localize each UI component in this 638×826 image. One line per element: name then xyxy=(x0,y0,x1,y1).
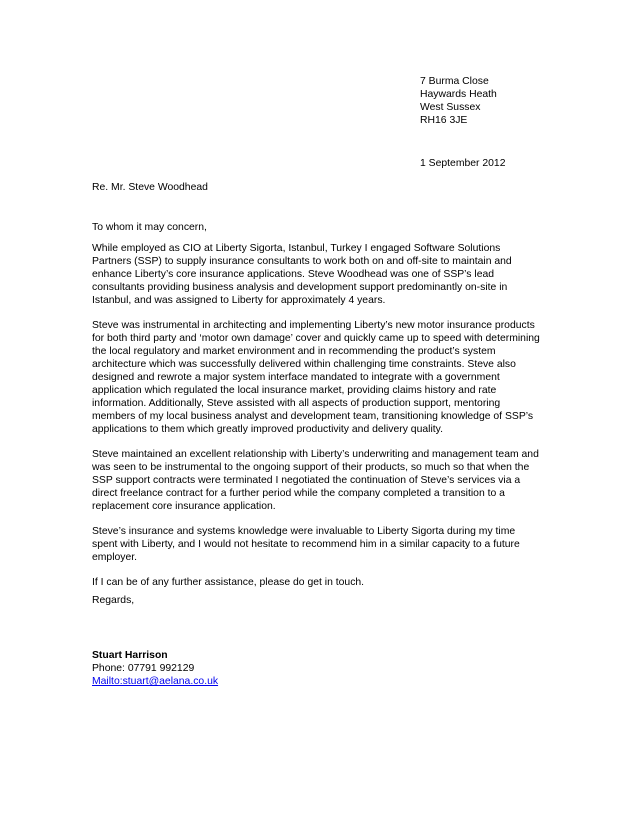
signature-block xyxy=(92,649,218,688)
paragraph-1 xyxy=(92,242,552,307)
paragraph-line: While employed as CIO at Liberty Sigorta, Istanbul, Turkey I engaged Software Solutions xyxy=(92,243,501,254)
letter-date: 1 September 2012 xyxy=(420,158,506,169)
signatory-name: Stuart Harrison xyxy=(92,650,168,661)
paragraph-5 xyxy=(92,576,552,589)
paragraph-line: designed and rewrote a major system interface mandated to integrate with a government xyxy=(92,372,500,383)
paragraph-4 xyxy=(92,525,552,564)
paragraph-line: application which regulated the local insurance market, providing claims history and rate xyxy=(92,385,497,396)
paragraph-line: applications to them which greatly improved productivity and delivery quality. xyxy=(92,424,443,435)
paragraph-line: information. Additionally, Steve assisted with all aspects of production support, mentoring xyxy=(92,398,501,409)
paragraph-line: was seen to be instrumental to the ongoing support of their products, so much so that when the xyxy=(92,462,530,473)
paragraph-line: employer. xyxy=(92,552,138,563)
paragraph-line: enhance Liberty’s core insurance applications. Steve Woodhead was one of SSP’s lead xyxy=(92,269,495,280)
salutation: To whom it may concern, xyxy=(92,222,207,233)
closing: Regards, xyxy=(92,595,135,606)
paragraph-2 xyxy=(92,319,552,436)
paragraph-line: members of my local business analyst and development team, transitioning knowledge of SSP’s xyxy=(92,411,534,422)
letter-body xyxy=(92,242,552,601)
subject-line: Re. Mr. Steve Woodhead xyxy=(92,182,208,193)
signatory-email-link[interactable]: Mailto:stuart@aelana.co.uk xyxy=(92,676,219,687)
paragraph-line: for both third party and ‘motor own damage’ cover and quickly came up to speed with determining xyxy=(92,333,540,344)
paragraph-line: Partners (SSP) to supply insurance consultants to work both on and off-site to maintain and xyxy=(92,256,512,267)
paragraph-line: SSP support contracts were terminated I negotiated the continuation of Steve’s services via a xyxy=(92,475,521,486)
paragraph-line: Steve maintained an excellent relationship with Liberty’s underwriting and management team and xyxy=(92,449,539,460)
paragraph-line: Istanbul, and was assigned to Liberty for approximately 4 years. xyxy=(92,295,386,306)
signatory-phone: Phone: 07791 992129 xyxy=(92,663,195,674)
paragraph-line: If I can be of any further assistance, please do get in touch. xyxy=(92,577,365,588)
address-line-1: 7 Burma Close xyxy=(420,76,489,87)
paragraph-3 xyxy=(92,448,552,513)
paragraph-line: spent with Liberty, and I would not hesitate to recommend him in a similar capacity to a future xyxy=(92,539,520,550)
paragraph-line: replacement core insurance application. xyxy=(92,501,276,512)
paragraph-line: the local regulatory and market environment and in recommending the product’s system xyxy=(92,346,496,357)
address-line-3: West Sussex xyxy=(420,102,481,113)
paragraph-line: direct freelance contract for a further period while the company completed a transition to a xyxy=(92,488,505,499)
paragraph-line: Steve was instrumental in architecting and implementing Liberty’s new motor insurance products xyxy=(92,320,535,331)
sender-address xyxy=(420,75,497,127)
paragraph-line: Steve’s insurance and systems knowledge were invaluable to Liberty Sigorta during my time xyxy=(92,526,516,537)
paragraph-line: consultants providing business analysis and development support predominantly on-site in xyxy=(92,282,508,293)
address-line-4: RH16 3JE xyxy=(420,115,468,126)
address-line-2: Haywards Heath xyxy=(420,89,497,100)
paragraph-line: architecture which was successfully delivered within challenging time constraints. Steve also xyxy=(92,359,516,370)
